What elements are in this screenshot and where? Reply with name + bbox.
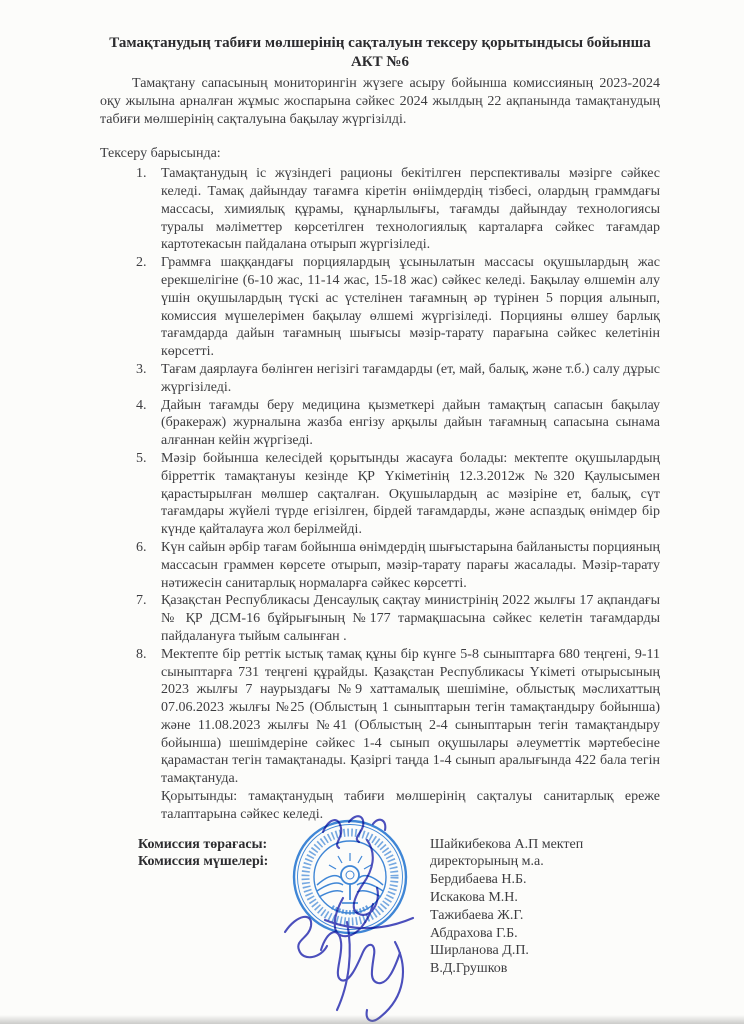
- act-number: АКТ №6: [350, 54, 410, 70]
- findings-list: [136, 165, 660, 788]
- chairman-label: Комиссия төрағасы:: [138, 836, 268, 852]
- finding-number: 5.: [136, 450, 147, 466]
- finding-text: Тамақтанудың іс жүзіндегі рационы бекітілген перспективалы мәзірге сәйкес келеді. Тамақ дайындау тағамға кіретін өніімдердің тізбесі, олардың граммдағы массасы, химиялық құрамы, құнарлылығы, тағамды дайындау технологиясы туралы мәліметтер көрсетілген технологиялық карталарға сәйкес тағамдар картотекасын пайдалана отырып жүргізіледі.: [161, 166, 660, 253]
- commission-names: [430, 836, 660, 978]
- finding-text: Дайын тағамды беру медицина қызметкері дайын тамақтың сапасын бақылау (бракераж) журналына жазба енгізу арқылы дайын тағамның сапасына сынама алғаннан кейін жүргізеді.: [161, 397, 660, 449]
- finding-text: Граммға шаққандағы порциялардың ұсынылатын массасы оқушылардың жас ерекшелігіне (6-10 жас, 11-14 жас, 15-18 жас) сәйкес келеді. Бақылау өлшемін алу үшін оқушылардың түскі ас үстелінен тағамның әр түрінен 5 порция алынып, комиссия мүшелерімен бақылау өлшемі жүргізіледі. Порцияны өлшеу барлық тағамдарда дайын тағамның шығысы мәзір-тарату парағына сәйкес келетінін көрсетті.: [161, 255, 660, 360]
- intro-paragraph: Тамақтану сапасының мониторингін жүзеге асыру бойынша комиссияның 2023-2024 оқу жылына арналған жұмыс жоспарына сәйкес 2024 жылдың 22 ақпанында тамақтанудың табиғи мөлшерінің сақталуына бақылау жүргізілді.: [100, 76, 660, 127]
- finding-item: [136, 361, 660, 397]
- members-label: Комиссия мүшелері:: [138, 854, 269, 870]
- finding-number: 3.: [136, 361, 147, 377]
- finding-text: Қазақстан Республикасы Денсаулық сақтау министрінің 2022 жылғы 17 ақпандағы № ҚР ДСМ-16 бұйрығының №177 тармақшасына сәйкес келетін тағамдарды пайдалануға тыйым салынған .: [161, 593, 660, 644]
- finding-number: 8.: [136, 646, 147, 662]
- finding-text: Күн сайын әрбір тағам бойынша өнімдердің шығыстарына байланысты порцияның массасын граммен көрсете отырып, мәзір-тарату парағы жасалады. Мәзір-тарату нәтижесін санитарлық нормаларға сәйкес көрсетті.: [161, 539, 660, 591]
- member-name: В.Д.Грушков: [430, 961, 508, 977]
- finding-text: Мәзір бойынша келесідей қорытынды жасауға болады: мектепте оқушылардың бірреттік тамақтануы кезінде ҚР Үкіметінің 12.3.2012ж №320 Қаулысымен қарастырылған мөлшер сақталған. Оқушылардың ас мәзіріне ет, балық, сүт тағамдары жүйелі түрде егізілген, бірдей тағамдарды, және аспаздық өнімдер бір күнде қайталауға жол берілмейді.: [161, 450, 660, 538]
- member-name: Абдрахова Г.Б.: [430, 925, 518, 941]
- finding-item: [136, 539, 660, 592]
- finding-text: Тағам даярлауға бөлінген негізігі тағамдарды (ет, май, балық, және т.б.) салу дұрыс жүргізіледі.: [161, 361, 660, 395]
- section-heading: Тексеру барысында:: [100, 146, 221, 162]
- finding-item: [136, 397, 660, 450]
- finding-text: Мектепте бір реттік ыстық тамақ құны бір күнге 5-8 сыныптарға 680 теңгені, 9-11 сыныптарға 731 теңгені құрайды. Қазақстан Республикасы Үкіметі отырысының 2023 жылғы 7 наурыздағы №9 хаттамалық шешіміне, облыстық мәслихаттың 07.06.2023 жылғы №25 (Облыстың 1 сыныптарын тегін тамақтандыру бойынша) және 11.08.2023 жылғы №41 (Облыстың 2-4 сыныптарын тегін тамақтандыру бойынша) шешімдеріне сәйкес 1-4 сынып оқушылары әлеуметтік мәртебесіне қарамастан тегін тамақтанады. Қазіргі таңда 1-4 сынып аралығында 422 бала тегін тамақтануда.: [161, 646, 660, 787]
- finding-item: [136, 450, 660, 539]
- finding-number: 2.: [136, 255, 147, 271]
- finding-item: [136, 165, 660, 254]
- member-name: Бердибаева Н.Б.: [430, 872, 527, 888]
- finding-item: [136, 592, 660, 645]
- conclusion-paragraph: Қорытынды: тамақтанудың табиғи мөлшерінің сақталуы санитарлық ереже талаптарына сәйкес келеді.: [161, 789, 660, 822]
- member-name: Искакова М.Н.: [430, 890, 518, 906]
- handwritten-signature: [255, 792, 455, 1022]
- finding-number: 6.: [136, 539, 147, 555]
- member-name: Ширланова Д.П.: [430, 943, 529, 959]
- chairman-name: Шайкибекова А.П мектеп директорының м.а.: [430, 836, 584, 870]
- document-title: Тамақтанудың табиғи мөлшерінің сақталуын тексеру қорытындысы бойынша: [109, 35, 651, 51]
- scan-edge-shadow: [0, 1015, 744, 1024]
- finding-number: 4.: [136, 397, 147, 413]
- finding-number: 7.: [136, 593, 147, 609]
- member-names-list: [430, 871, 660, 978]
- signature-ink-icon: [255, 792, 455, 1022]
- member-name: Тажибаева Ж.Г.: [430, 907, 524, 923]
- finding-item: [136, 646, 660, 788]
- finding-number: 1.: [136, 166, 147, 182]
- finding-item: [136, 254, 660, 361]
